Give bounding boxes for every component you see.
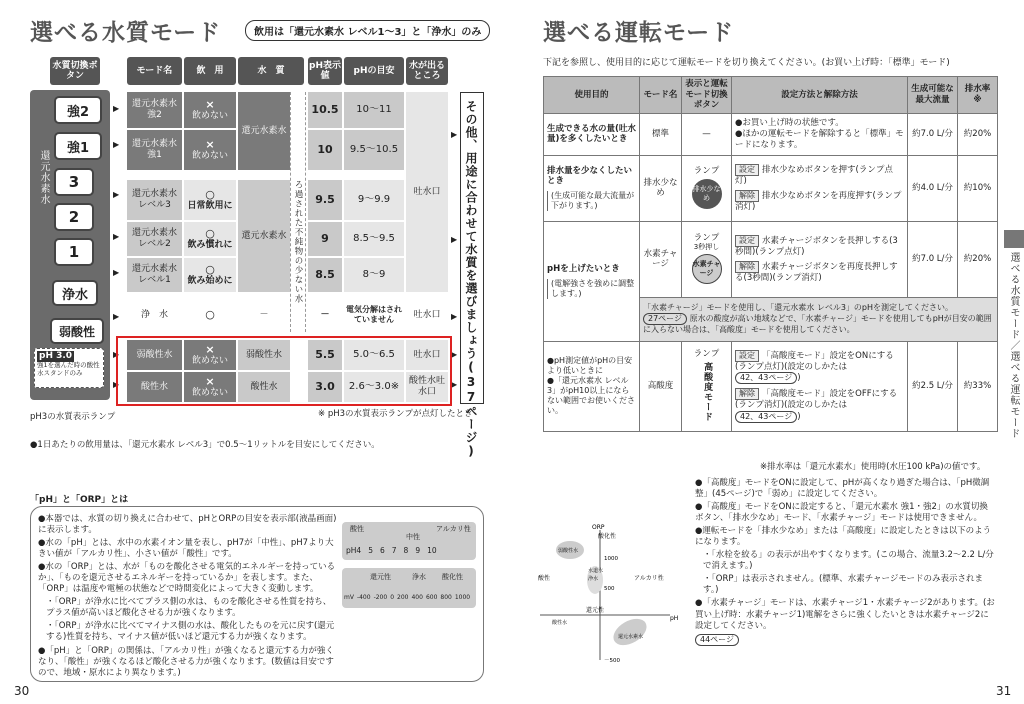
side-tab-label: 選べる水質モード／選べる運転モード bbox=[1008, 252, 1019, 439]
quality-group-strong: 還元水素水 bbox=[238, 92, 290, 170]
row3-range: 9～9.9 bbox=[344, 180, 404, 220]
button-level1[interactable]: 1 bbox=[54, 238, 94, 266]
svg-text:還元水素水: 還元水素水 bbox=[618, 634, 644, 640]
table-footnote: ※排水率は「還元水素水」使用時(水圧100 kPa)の値です。 bbox=[760, 462, 986, 472]
svg-text:ORP: ORP bbox=[592, 524, 605, 531]
mode-table-wrap bbox=[543, 76, 998, 432]
header-mode: モード名 bbox=[127, 57, 182, 85]
row2-range: 9.5～10.5 bbox=[344, 130, 404, 170]
orp-text: ●本器では、水質の切り換えに合わせて、pHとORPの目安を表示部(液晶画面)に表示します。 ●水の「pH」とは、水中の水素イオン量を表し、pH7が「中性」、pH7より大きい値が「アルカリ性」、小さい値が「酸性」です。 ●水の「ORP」とは、水が「ものを酸化させる電気的エネルギーを持っているか」、「ものを還元させるエネルギーを持っているか」を表します。また、「ORP」は温度や電極の状態などで時間変化によって大きく変動します。 ・「ORP」が浄水に比べてプラス側の水は、ものを酸化させる性質を持ち、プラス値が高いほど酸化させる力が強くなります。 ・「ORP」が浄水に比べてマイナス側の水は、酸化したものを元に戻す(還元する)性質を持ち、マイナス値が低いほど還元する力が強くなります。 ●「pH」と「ORP」の関係は、「アルカリ性」が強くなると還元する力が強くなり、「酸性」が強くなるほど酸化させる力が強くなります。(数値は目安ですので、地域・原水により異なります。) bbox=[38, 514, 337, 678]
svg-text:500: 500 bbox=[604, 586, 615, 592]
row5-drink: ○ 飲み始めに bbox=[184, 258, 236, 292]
reduced-group-label: 還元水素水 bbox=[38, 150, 49, 205]
row4-mode: 還元水素水 レベル2 bbox=[127, 222, 182, 256]
row8-quality: 酸性水 bbox=[238, 372, 290, 402]
row8-drink: × 飲めない bbox=[184, 372, 236, 402]
row6-mode: 浄 水 bbox=[140, 309, 168, 320]
header-drink: 飲 用 bbox=[184, 57, 236, 85]
row8-ph: 3.0 bbox=[308, 372, 342, 402]
svg-text:浄水: 浄水 bbox=[588, 576, 599, 582]
svg-text:酸性水: 酸性水 bbox=[552, 620, 568, 626]
row7-drink: × 飲めない bbox=[184, 340, 236, 370]
row2-ph: 10 bbox=[308, 130, 342, 170]
header-ph-guide: pHの目安 bbox=[344, 57, 404, 85]
ph-scale: 酸性 中性 アルカリ性 pH4 5 6 7 8 9 10 bbox=[342, 522, 476, 560]
intro-text: 下記を参照し、使用目的に応じて運転モードを切り換えてください。(お買い上げ時：「標準」モード) bbox=[543, 58, 950, 68]
row5-ph: 8.5 bbox=[308, 258, 342, 292]
mode-table: 使用目的 モード名 表示と運転モード切換ボタン 設定方法と解除方法 生成可能な最大流量 排水率※ 生成できる水の量(吐水量)を多くしたいとき 標準 — ●お買い上げ時の状態です。 ●ほかの運転モードを解除すると「標準」モードになります。 約7.0 L/分 約20% 排水量を少なくしたいとき (生成可能な最大流量が下がります。) 排水少なめ ランプ 排水少なめ 設定 排水少なめボタンを押す(ランプ点灯) 解除 排水少なめボタンを再度押す(ランプ消灯) 約4.0 L/分 約10% pHを上げたいとき (電解強さを強めに調整します。) 水素チャージ ランプ 3秒押し 水素チャージ 設定 水素チャージボタンを長押しする(3秒間)(ランプ点灯) 解除 水素チャージボタンを再度長押しする(3秒間)(ランプ消灯) 約7.0 L/分 約20% 「水素チャージ」モードを使用し、「還元水素水 レベル3」のpHを測定してください。 27ページ 原水の酸度が高い地域などで、「水素チャージ」モードを使用してもpHが目安の範囲に入らない場合は、「高酸度」モードを使用してください。 ●pH測定値がpHの目安より低いときに ●「還元水素水 レベル3」がpH10以上にならない範囲でお使いください。 高酸度 ランプ 高酸度モード 設定 「高酸度モード」設定をONにする(ランプ点灯)(設定のしかたは 42、43ページ ) 解除 「高酸度モード」設定をOFFにする(ランプ消灯)(設定のしかたは 42、43ページ ) 約2.5 L/分 約33% bbox=[543, 76, 998, 432]
side-tab-marker bbox=[1004, 230, 1024, 248]
row6-quality: － bbox=[259, 309, 269, 320]
row5-range: 8～9 bbox=[344, 258, 404, 292]
acid-highlight bbox=[116, 336, 452, 406]
row8-range: 2.6～3.0※ bbox=[344, 372, 404, 402]
right-notes: ●「高酸度」モードをONに設定して、pHが高くなり過ぎた場合は、「pH微調整」(45ページ)で「弱め」に設定してください。 ●「高酸度」モードをONに設定すると、「還元水素水 強1・強2」の水質切換ボタン、「排水少なめ」モード、「水素チャージ」モードは使用できません。 ●運転モードを「排水少なめ」または「高酸度」に設定したときは以下のようになります。 ・「水栓を絞る」の表示が出やすくなります。(この場合、流量3.2～2.2 L/分で消えます。) ・「ORP」は表示されません。(標準、水素チャージモードのみ表示されます。) ●「水素チャージ」モードは、水素チャージ1・水素チャージ2があります。(お買い上げ時：水素チャージ1)電解をさらに強くしたいときは水素チャージ2に設定してください。 44ページ bbox=[695, 478, 995, 648]
row3-mode: 還元水素水 レベル3 bbox=[127, 180, 182, 220]
row6-range: 電気分解はされていません bbox=[346, 305, 402, 324]
svg-text:還元性: 還元性 bbox=[586, 607, 605, 614]
page-number-left: 30 bbox=[14, 684, 30, 698]
row7-range: 5.0～6.5 bbox=[344, 340, 404, 370]
header-quality: 水 質 bbox=[238, 57, 304, 85]
header-ph: pH表示値 bbox=[308, 57, 342, 85]
drain-less-button[interactable]: 排水少なめ bbox=[692, 179, 722, 209]
row7-quality: 弱酸性水 bbox=[238, 340, 290, 370]
button-strong2[interactable]: 強2 bbox=[54, 96, 102, 124]
header-buttons: 水質切換ボタン bbox=[50, 57, 100, 85]
orp-scale: 還元性 浄水 酸化性 mV -400 -200 0 200 400 600 800 1000 bbox=[342, 568, 476, 608]
svg-text:水道水: 水道水 bbox=[588, 568, 604, 574]
row6-outlet: 吐水口 bbox=[413, 309, 441, 320]
row2-drink: × 飲めない bbox=[184, 130, 236, 170]
header-outlet: 水が出るところ bbox=[406, 57, 448, 85]
ph3-prefix: 強1 bbox=[37, 360, 48, 369]
button-level2[interactable]: 2 bbox=[54, 203, 94, 231]
button-strong1[interactable]: 強1 bbox=[54, 132, 102, 160]
daily-note: ●1日あたりの飲用量は、「還元水素水 レベル3」で0.5～1リットルを目安にしてください。 bbox=[30, 440, 380, 450]
row1-drink: × 飲めない bbox=[184, 92, 236, 128]
svg-text:－500: －500 bbox=[604, 658, 620, 664]
row3-ph: 9.5 bbox=[308, 180, 342, 220]
hydrogen-charge-button[interactable]: 水素チャージ bbox=[692, 254, 722, 284]
row5-mode: 還元水素水 レベル1 bbox=[127, 258, 182, 292]
row1-ph: 10.5 bbox=[308, 92, 342, 128]
high-acidity-label: 高酸度モード bbox=[702, 361, 713, 422]
row7-outlet: 吐水口 bbox=[406, 340, 448, 370]
row2-mode: 還元水素水 強1 bbox=[127, 130, 182, 170]
row7-mode: 弱酸性水 bbox=[127, 340, 182, 370]
svg-text:弱酸性水: 弱酸性水 bbox=[558, 548, 579, 554]
ph-orp-graph bbox=[530, 520, 680, 670]
ph3-badge: pH 3.0 bbox=[39, 351, 73, 361]
row1-mode: 還元水素水 強2 bbox=[127, 92, 182, 128]
ph3-lamp-label: pH3の水質表示ランプ bbox=[30, 412, 116, 422]
page-number-right: 31 bbox=[996, 684, 1012, 698]
button-level3[interactable]: 3 bbox=[54, 168, 94, 196]
right-page-title: 選べる運転モード bbox=[543, 20, 735, 46]
quality-group-levels: 還元水素水 bbox=[238, 180, 290, 292]
row6-drink: ○ bbox=[205, 308, 215, 322]
row3-drink: ○ 日常飲用に bbox=[184, 180, 236, 220]
row8-mode: 酸性水 bbox=[127, 372, 182, 402]
ph3-indicator bbox=[34, 348, 104, 388]
ph3-footnote: ※ pH3の水質表示ランプが点灯したとき bbox=[318, 409, 473, 419]
svg-text:pH: pH bbox=[670, 615, 679, 622]
svg-text:酸性: 酸性 bbox=[538, 575, 551, 582]
row8-outlet: 酸性水吐水口 bbox=[406, 372, 448, 402]
svg-text:1000: 1000 bbox=[604, 556, 618, 562]
row4-drink: ○ 飲み慣れに bbox=[184, 222, 236, 256]
svg-text:アルカリ性: アルカリ性 bbox=[634, 575, 664, 582]
filtered-note: ろ過された不純物の少ない水 bbox=[293, 180, 303, 304]
vertical-note: その他、用途に合わせて水質を選びましょう(37ページ) bbox=[464, 100, 478, 459]
button-purified[interactable]: 浄水 bbox=[52, 280, 98, 306]
row4-range: 8.5～9.5 bbox=[344, 222, 404, 256]
outlet-group: 吐水口 bbox=[406, 92, 448, 292]
ph3-text: を選んだ時の酸性水スタンドのみ bbox=[37, 360, 100, 377]
row6-ph: － bbox=[320, 309, 330, 320]
orp-title: 「pH」と「ORP」とは bbox=[30, 495, 129, 505]
row4-ph: 9 bbox=[308, 222, 342, 256]
svg-text:酸化性: 酸化性 bbox=[598, 533, 617, 540]
left-page-title: 選べる水質モード bbox=[30, 20, 222, 46]
drink-note-box: 飲用は「還元水素水 レベル1～3」と「浄水」のみ bbox=[245, 20, 490, 41]
row7-ph: 5.5 bbox=[308, 340, 342, 370]
row1-range: 10～11 bbox=[344, 92, 404, 128]
button-weak-acid[interactable]: 弱酸性 bbox=[50, 318, 104, 344]
